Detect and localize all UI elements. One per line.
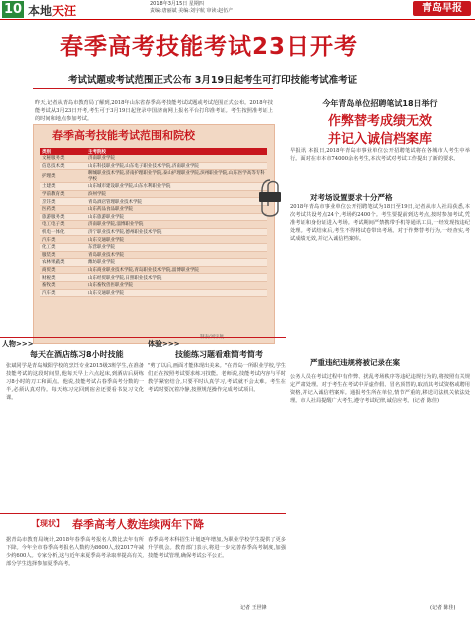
table-row <box>40 251 267 259</box>
table-row <box>40 213 267 221</box>
row-schools: 山东畜牧兽医职业学院 <box>86 281 267 289</box>
page-subhead: 考试试题或考试范围正式公布 3月19日起考生可打印技能考试准考证 <box>68 75 358 86</box>
row-schools: 山东交通职业学院 <box>86 236 267 244</box>
right-kicker: 今年青岛单位招聘笔试18日举行 <box>322 99 438 108</box>
row-category: 旅游服务类 <box>40 213 86 221</box>
section-highlight: 天汪 <box>52 4 77 18</box>
row-schools: 青岛职业技术学院 <box>86 251 267 259</box>
column-right-tag: 体验>>> <box>148 340 180 348</box>
row-schools: 山东旅游职业学院 <box>86 213 267 221</box>
page-headline: 春季高考技能考试23日开考 <box>60 34 359 60</box>
row-schools: 山东药品食品职业学院 <box>86 205 267 213</box>
right-body-3: 公务人员在考试过程中有作弊、扰乱考场秩序等违纪违规行为的,将按照有关规定严肃处理。对于考生在考试中弄虚作假、冒名顶替的,取消其考试资格或聘用资格,并记入诚信档案库。通报考生所在单位,情节严重的,移送司法机关依法处理。市人社局提醒广大考生,遵守考试纪律,诚信应考。(记者 陈佳) <box>290 374 470 404</box>
row-category: 财税类 <box>40 274 86 282</box>
right-subhead-1: 对考场设置要求十分严格 <box>310 193 393 202</box>
row-category: 服装类 <box>40 251 86 259</box>
table-header-row <box>40 148 267 155</box>
row-schools: 山东城市建设职业学院,山东水利职业学院 <box>86 183 267 191</box>
table-row <box>40 236 267 244</box>
row-category: 护理类 <box>40 170 86 183</box>
row-schools: 山东科技职业学院,山东电子职业技术学院,济南职业学院 <box>86 162 267 170</box>
right-title-line2: 并记入诚信档案库 <box>327 132 432 147</box>
table-row <box>40 266 267 274</box>
byline-left: 记者 王世锋 <box>240 605 267 611</box>
right-subhead-2: 严重违纪违规将被记录在案 <box>310 358 400 367</box>
column-left-head: 每天在酒店练习8小时技能 <box>30 350 124 359</box>
table-row <box>40 205 267 213</box>
table-row <box>40 190 267 198</box>
row-category: 农林果蔬类 <box>40 259 86 267</box>
section-prefix: 本地 <box>28 4 53 18</box>
header-editors: 责编:唐丽斌 美编:刘宇航 审读:赵伍产 <box>150 8 234 14</box>
bottom-left-body: 据青岛市教育局统计,2018年春季高考报名人数比去年有所下降。今年全市春季高考报名人数约为8600人,较2017年减少约600人。专家分析,这与近年来夏季高考录取率提高有关,部分学生选择参加夏季高考。 <box>6 537 144 567</box>
col-header-category: 类别 <box>40 148 86 155</box>
row-category: 商贸类 <box>40 266 86 274</box>
row-schools: 济南职业学院,淄博职业学院 <box>86 221 267 229</box>
row-category: 土建类 <box>40 183 86 191</box>
right-body-2: 2018年青岛市事业单位公开招聘笔试为18日至19日,记者从市人社局获悉,本次考试共设考点24个,考场约2400个。考生要提前到达考点,按时参加考试,凭准考证和身份证进入考场。考试期间严禁携带手机等通讯工具,一经发现按违纪处理。考试结束后,考生不得将试卷带出考场。对于作弊替考行为,一经查实,考试成绩无效,并记入诚信档案库。 <box>290 204 470 242</box>
table-source: 制表/刘宇航 <box>200 335 225 340</box>
row-schools: 山东交通职业学院 <box>86 289 267 297</box>
table-row <box>40 221 267 229</box>
right-title-line1: 作弊替考成绩无效 <box>327 114 432 129</box>
row-category: 畜牧类 <box>40 281 86 289</box>
column-right-body: "剪了以后,画面才能体现出美来。"在青岛一所职业学校,学生们正在按照考试要求练习技能。老师说,技能考试内容与平时教学紧密结合,只要平时认真学习,考试就不会太难。考生在考试时要沉着冷静,按照规范操作完成考试项目。 <box>148 363 286 393</box>
row-schools: 聊城职业技术学院,济南护理职业学院,泰山护理职业学院,滨州职业学院,山东医学高等专科学校 <box>86 170 267 183</box>
col-header-schools: 主考院校 <box>86 148 267 155</box>
schools-table <box>40 148 267 297</box>
table-row <box>40 281 267 289</box>
table-row <box>40 198 267 206</box>
row-category: 电工电子类 <box>40 221 86 229</box>
header-date: 2018年3月15日 星期四 <box>150 1 204 7</box>
row-category: 信息技术类 <box>40 162 86 170</box>
newspaper-logo: 青岛早报 <box>413 1 471 16</box>
row-category: 汽车类 <box>40 236 86 244</box>
row-schools: 潍坊职业学院 <box>86 259 267 267</box>
table-row <box>40 289 267 297</box>
paperclip-icon <box>258 176 282 220</box>
divider <box>0 513 286 514</box>
row-schools: 滨州学院 <box>86 190 267 198</box>
right-body-1: 早报讯 本报日,2018年青岛市事业单位公开招聘笔试将在各城市人考生中举行。面对在市本市74000余名考生,本次考试对考试工作提出了新的要求。 <box>290 148 470 162</box>
intro-paragraph: 昨天,记者从青岛市教育局了解到,2018年山东省春季高考技能考试试题或考试范围正式公布。2018年技能考试从3月23日开考,考生可于3月19日起登录中国济南网上报名平台打印准考证。考生按照准考证上的时间和地点参加考试。 <box>35 100 273 122</box>
band-tag: 【现状】 <box>32 519 64 528</box>
row-schools: 山东商业职业技术学院,青岛职业技术学院,淄博职业学院 <box>86 266 267 274</box>
divider <box>0 337 286 338</box>
bottom-right-body: 春季高考本科招生计划逐年增加,为职业学校学生提供了更多升学机会。教育部门表示,将进一步完善春季高考制度,加强技能考试管理,确保考试公平公正。 <box>148 537 286 559</box>
box-title: 春季高考技能考试范围和院校 <box>52 129 195 142</box>
row-category: 学前教育类 <box>40 190 86 198</box>
table-row <box>40 228 267 236</box>
header-meta <box>150 1 233 15</box>
row-category: 汽车类 <box>40 289 86 297</box>
table-row <box>40 243 267 251</box>
page-number: 10 <box>3 2 23 17</box>
table-row <box>40 155 267 162</box>
row-schools: 济宁职业技术学院,德州职业技术学院 <box>86 228 267 236</box>
column-left-tag: 人物>>> <box>2 340 34 348</box>
row-category: 文秘服务类 <box>40 155 86 162</box>
section-name <box>28 2 76 19</box>
page-header <box>0 0 475 20</box>
divider <box>33 88 273 89</box>
row-category: 化工类 <box>40 243 86 251</box>
column-right-head: 技能练习题看难简考简考 <box>175 350 263 359</box>
row-category: 医药类 <box>40 205 86 213</box>
table-row <box>40 170 267 183</box>
band-title: 春季高考人数连续两年下降 <box>72 518 204 531</box>
table-row <box>40 274 267 282</box>
row-schools: 济南职业学院 <box>86 155 267 162</box>
row-schools: 山东经贸职业学院,日照职业技术学院 <box>86 274 267 282</box>
row-category: 烹饪类 <box>40 198 86 206</box>
column-left-body: 张斌同学是青岛城阳学校的烹饪专业2015级3班学生,在准备技能考试的这段时间里,他每天早上六点起床,到酒店后厨练习8小时的刀工和面点。他说,技能考试占春季高考分数的一半,必须认真对待。每天练习完回到宿舍还要看书复习文化课。 <box>6 363 144 401</box>
row-schools: 青岛酒店管理职业技术学院 <box>86 198 267 206</box>
row-category: 机电一体化 <box>40 228 86 236</box>
table-row <box>40 259 267 267</box>
row-schools: 东营职业学院 <box>86 243 267 251</box>
byline-right: (记者 陈佳) <box>430 605 456 611</box>
table-row <box>40 183 267 191</box>
table-row <box>40 162 267 170</box>
